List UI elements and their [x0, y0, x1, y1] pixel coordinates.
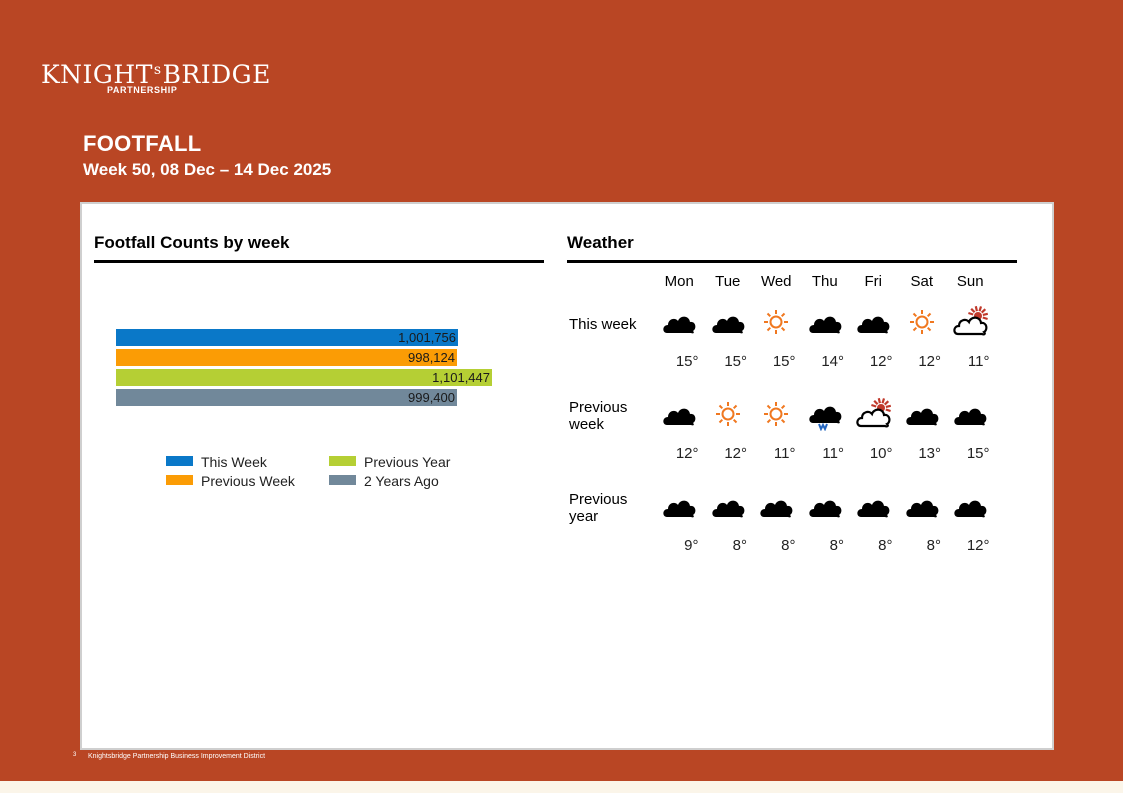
weather-icon-cell — [898, 483, 947, 533]
legend-swatch — [166, 456, 193, 466]
weather-icon-cell — [801, 391, 850, 441]
footfall-legend-item — [329, 454, 450, 470]
weather-day-sun: Sun — [956, 273, 984, 290]
weather-rule — [567, 260, 1017, 263]
weather-temp-spacer — [569, 349, 655, 391]
legend-swatch — [329, 475, 356, 485]
weather-temp: 15° — [772, 353, 796, 370]
weather-icon-cell — [752, 391, 801, 441]
weather-row-label: Previous year — [569, 491, 628, 525]
legend-label: This Week — [201, 454, 267, 470]
weather-title: Weather — [567, 233, 634, 252]
weather-day-thu: Thu — [811, 273, 838, 290]
weather-grid — [569, 272, 995, 575]
page-subtitle: Week 50, 08 Dec – 14 Dec 2025 — [83, 160, 332, 179]
sun-icon — [761, 307, 791, 342]
partly-sunny-icon — [952, 306, 988, 343]
cloud-icon — [661, 491, 697, 526]
footer-band — [0, 781, 1123, 793]
weather-temp: 8° — [878, 537, 893, 554]
sun-icon — [907, 307, 937, 342]
footfall-rule — [94, 260, 544, 263]
weather-temp: 8° — [926, 537, 941, 554]
weather-icon-cell — [849, 483, 898, 533]
cloud-icon — [904, 399, 940, 434]
weather-temp: 15° — [675, 353, 699, 370]
weather-temp: 12° — [918, 353, 941, 370]
legend-label: Previous Year — [364, 454, 451, 470]
sun-icon — [713, 399, 743, 434]
weather-icon-cell — [752, 483, 801, 533]
weather-day-tue: Tue — [715, 273, 741, 290]
cloud-icon — [855, 307, 891, 342]
weather-icon-cell — [752, 299, 801, 349]
weather-temp-spacer — [569, 441, 655, 483]
weather-row-label: This week — [569, 315, 637, 333]
weather-temp: 10° — [869, 445, 893, 462]
weather-icon-cell — [946, 483, 995, 533]
weather-temp: 14° — [821, 353, 844, 370]
weather-icon-cell — [801, 299, 850, 349]
weather-temp: 13° — [918, 445, 941, 462]
weather-icon-cell — [898, 391, 947, 441]
brand-logo — [41, 60, 271, 100]
weather-temp: 8° — [781, 537, 796, 554]
footfall-bar: 998,124 — [116, 349, 457, 366]
page-title: FOOTFALL — [83, 131, 202, 156]
weather-temp: 9° — [684, 537, 699, 554]
legend-swatch — [166, 475, 193, 485]
legend-swatch — [329, 456, 356, 466]
cloud-icon — [710, 307, 746, 342]
weather-temp: 12° — [675, 445, 699, 462]
weather-temp: 8° — [829, 537, 844, 554]
cloud-icon — [661, 399, 697, 434]
weather-day-sat: Sat — [910, 273, 933, 290]
cloud-icon — [807, 491, 843, 526]
footfall-chart — [116, 329, 536, 414]
weather-temp: 15° — [966, 445, 990, 462]
legend-label: Previous Week — [201, 473, 295, 489]
weather-icon-cell — [655, 483, 704, 533]
partly-sunny-icon — [855, 398, 891, 435]
footfall-legend — [166, 454, 486, 494]
footfall-legend-item — [166, 473, 295, 489]
weather-icon-cell — [655, 391, 704, 441]
weather-temp: 12° — [869, 353, 893, 370]
footfall-legend-item — [166, 454, 267, 470]
content-panel — [80, 202, 1054, 750]
footfall-bar: 1,001,756 — [116, 329, 458, 346]
weather-icon-cell — [704, 299, 753, 349]
weather-icon-cell — [704, 483, 753, 533]
weather-header-corner — [569, 272, 655, 299]
weather-day-fri: Fri — [864, 273, 882, 290]
weather-icon-cell — [898, 299, 947, 349]
rain-cloud-icon — [807, 397, 843, 436]
weather-icon-cell — [801, 483, 850, 533]
weather-temp: 11° — [773, 445, 796, 462]
weather-day-mon: Mon — [664, 273, 694, 290]
footfall-bar: 999,400 — [116, 389, 457, 406]
weather-icon-cell — [704, 391, 753, 441]
cloud-icon — [661, 307, 697, 342]
cloud-icon — [952, 491, 988, 526]
footfall-title: Footfall Counts by week — [94, 233, 290, 252]
cloud-icon — [710, 491, 746, 526]
sun-icon — [761, 399, 791, 434]
footfall-legend-item — [329, 473, 439, 489]
weather-temp: 15° — [724, 353, 747, 370]
legend-label: 2 Years Ago — [364, 473, 439, 489]
footer-text: Knightsbridge Partnership Business Improvement District — [88, 753, 266, 760]
weather-row-label: Previous week — [569, 399, 628, 433]
weather-temp: 12° — [724, 445, 747, 462]
weather-icon-cell — [946, 299, 995, 349]
cloud-icon — [952, 399, 988, 434]
weather-temp: 12° — [966, 537, 990, 554]
weather-temp-spacer — [569, 533, 655, 575]
weather-icon-cell — [946, 391, 995, 441]
weather-temp: 8° — [732, 537, 747, 554]
brand-logo-wordmark: KNIGHT$^s$BRIDGE — [41, 60, 271, 89]
weather-day-wed: Wed — [760, 273, 792, 290]
weather-icon-cell — [849, 299, 898, 349]
weather-icon-cell — [849, 391, 898, 441]
cloud-icon — [904, 491, 940, 526]
cloud-icon — [758, 491, 794, 526]
weather-temp: 11° — [967, 353, 990, 370]
footfall-bar: 1,101,447 — [116, 369, 492, 386]
weather-temp: 11° — [822, 445, 844, 462]
cloud-icon — [855, 491, 891, 526]
brand-logo-subtitle: PARTNERSHIP — [107, 85, 178, 95]
page-number: 3 — [73, 752, 77, 758]
weather-icon-cell — [655, 299, 704, 349]
cloud-icon — [807, 307, 843, 342]
